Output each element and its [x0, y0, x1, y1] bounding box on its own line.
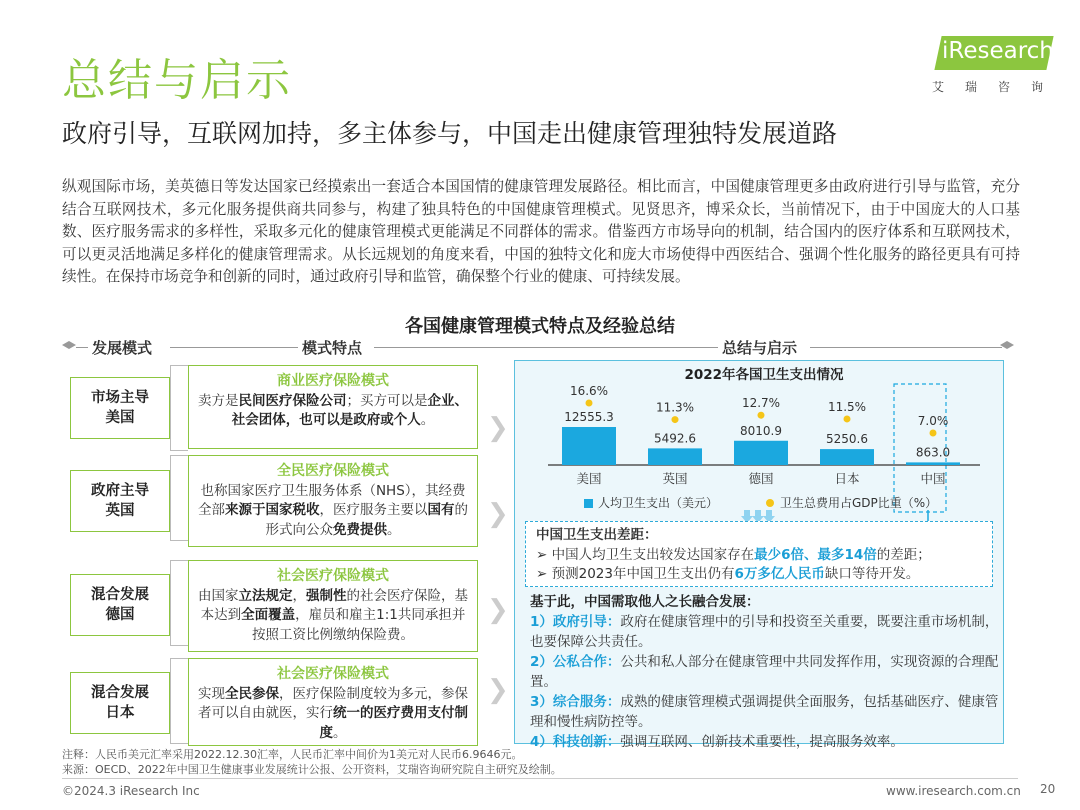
- page-subtitle: 政府引导，互联网加持，多主体参与，中国走出健康管理独特发展道路: [62, 119, 838, 148]
- bracket: [170, 365, 188, 451]
- chevron-right-icon: ❯: [487, 595, 509, 625]
- footnotes: [62, 747, 562, 777]
- bar: [820, 449, 874, 465]
- divider: [374, 347, 718, 348]
- legend-dot-swatch: [766, 499, 774, 507]
- x-tick-label: 美国: [576, 471, 602, 486]
- bracket: [170, 455, 188, 541]
- copyright: ©2024.3 iResearch Inc: [62, 784, 200, 798]
- bracket: [170, 560, 188, 646]
- bar: [648, 448, 702, 465]
- list-item: 1）政府引导：政府在健康管理中的引导和投资至关重要，既要注重市场机制，也要保障公共责任。: [530, 614, 999, 650]
- logo-text: iResearch: [942, 38, 1054, 64]
- gdp-share-label: 7.0%: [917, 414, 949, 428]
- bar-value-label: 863.0: [915, 445, 951, 460]
- gdp-share-point: [586, 400, 593, 407]
- mode-label-germany: 混合发展 德国: [70, 574, 170, 636]
- chevron-right-icon: ❯: [487, 499, 509, 529]
- website: www.iresearch.com.cn: [886, 784, 1021, 798]
- chart-title: 2022年各国卫生支出情况: [684, 367, 844, 383]
- right-diamond-icon: [1000, 340, 1014, 350]
- bar-value-label: 12555.3: [564, 410, 614, 424]
- legend-dot-label: 卫生总费用占GDP比重（%）: [780, 496, 938, 510]
- mode-label-usa: 市场主导 美国: [70, 377, 170, 439]
- divider: [810, 347, 1002, 348]
- chevron-right-icon: ❯: [487, 413, 509, 443]
- footer-divider: [62, 778, 1018, 779]
- gdp-share-point: [758, 412, 765, 419]
- legend-bar-label: 人均卫生支出（美元）: [598, 496, 719, 510]
- mode-label-uk: 政府主导 英国: [70, 470, 170, 532]
- bracket: [170, 658, 188, 744]
- china-gap-box: 中国卫生支出差距： ➢ 中国人均卫生支出较发达国家存在最少6倍、最多14倍的差距； ➢ 预测2023年中国卫生支出仍有6万多亿人民币缺口等待开发。: [525, 521, 993, 587]
- gdp-share-label: 12.7%: [741, 396, 781, 411]
- bar-value-label: 5250.6: [826, 432, 868, 447]
- list-item: 3）综合服务：成熟的健康管理模式强调提供全面服务，包括基础医疗、健康管理和慢性病防控等。: [530, 694, 999, 730]
- x-tick-label: 日本: [834, 471, 860, 486]
- list-item: 4）科技创新：强调互联网、创新技术重要性，提高服务效率。: [530, 734, 904, 750]
- bar: [562, 427, 616, 465]
- mode-desc-germany: 社会医疗保险模式 由国家立法规定，强制性的社会医疗保险，基本达到全面覆盖，雇员和雇主1:1共同承担并按照工资比例缴纳保险费。: [188, 560, 478, 652]
- gdp-share-label: 11.5%: [827, 399, 867, 414]
- health-expenditure-chart: [514, 360, 1004, 520]
- x-tick-label: 英国: [662, 471, 688, 486]
- iresearch-logo: [928, 36, 1065, 96]
- list-item: 2）公私合作：公共和私人部分在健康管理中共同发挥作用，实现资源的合理配置。: [530, 654, 999, 690]
- mode-label-japan: 混合发展 日本: [70, 672, 170, 734]
- legend-bar-swatch: [584, 499, 593, 508]
- note: 注释：人民币美元汇率采用2022.12.30汇率，人民币汇率中间价为1美元对人民币6.9646元。: [62, 748, 523, 761]
- x-tick-label: 德国: [748, 471, 774, 486]
- mode-desc-uk: 全民医疗保险模式 也称国家医疗卫生服务体系（NHS），其经费全部来源于国家税收，医疗服务主要以国有的形式向公众免费提供。: [188, 455, 478, 547]
- section-heading: 各国健康管理模式特点及经验总结: [405, 316, 675, 337]
- page-title: 总结与启示: [62, 55, 292, 106]
- divider: [170, 347, 298, 348]
- x-tick-label: 中国: [920, 471, 946, 486]
- logo-subtext: 艾瑞咨询: [932, 80, 1065, 94]
- divider: [76, 347, 88, 348]
- source: 来源：OECD、2022年中国卫生健康事业发展统计公报、公开资料，艾瑞咨询研究院自主研究及绘制。: [62, 763, 562, 776]
- intro-paragraph: 纵观国际市场，美英德日等发达国家已经摸索出一套适合本国国情的健康管理发展路径。相比而言，中国健康管理更多由政府进行引导与监管，充分结合互联网技术，多元化服务提供商共同参与，构建了独具特色的中国健康管理模式。见贤思齐，博采众长，当前情况下，由于中国庞大的人口基数、医疗服务需求的多样性，采取多元化的健康管理模式更能满足不同群体的需求。借鉴西方市场导向的机制，结合国内的医疗体系和互联网技术，可以更灵活地满足多样化的健康管理需求。从长远规划的角度来看，中国的独特文化和庞大市场使得中西医结合、强调个性化服务的路径更具有可持续性。在保持市场竞争和创新的同时，通过政府引导和监管，确保整个行业的健康、可持续发展。: [62, 178, 1020, 285]
- chevron-right-icon: ❯: [487, 675, 509, 705]
- col-header-features: 模式特点: [302, 339, 363, 357]
- bar-value-label: 8010.9: [740, 423, 782, 438]
- mode-desc-usa: 商业医疗保险模式 卖方是民间医疗保险公司；买方可以是企业、社会团体，也可以是政府或个人。: [188, 365, 478, 449]
- gdp-share-label: 11.3%: [655, 400, 695, 415]
- page-number: 20: [1040, 782, 1056, 796]
- lessons-list: 基于此，中国需取他人之长融合发展： 1）政府引导：政府在健康管理中的引导和投资至关重要，既要注重市场机制，也要保障公共责任。 2）公私合作：公共和私人部分在健康管理中共同发挥作用，实现资源的合理配置。 3）综合服务：成熟的健康管理模式强调提供全面服务，包括基础医疗、健康管理和慢性病防控等。 4）科技创新：强调互联网、创新技术重要性，提高服务效率。: [530, 594, 999, 750]
- bar: [906, 462, 960, 465]
- gdp-share-point: [844, 415, 851, 422]
- gdp-share-point: [672, 416, 679, 423]
- bar-value-label: 5492.6: [654, 431, 696, 446]
- gdp-share-label: 16.6%: [569, 384, 609, 398]
- col-header-mode: 发展模式: [92, 339, 153, 357]
- left-diamond-icon: [62, 340, 76, 350]
- bar: [734, 441, 788, 465]
- gdp-share-point: [930, 430, 937, 437]
- mode-desc-japan: 社会医疗保险模式 实现全民参保，医疗保险制度较为多元，参保者可以自由就医，实行统一的医疗费用支付制度。: [188, 658, 478, 746]
- col-header-summary: 总结与启示: [722, 339, 798, 357]
